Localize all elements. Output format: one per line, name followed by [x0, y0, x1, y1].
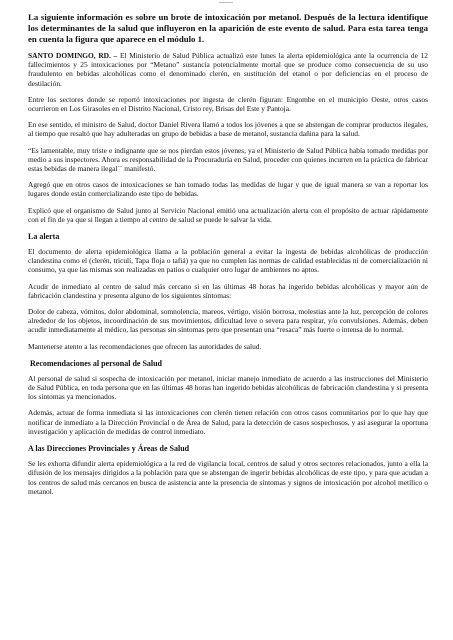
paragraph-minister-quote: “Es lamentable, muy triste e indignante que se nos pierdan estos jóvenes, ya el Ministerio de Salud Pública había tomado medidas por medio a sus inspectores. Ahora es responsabilidad de la Procuraduría en Salud, proceder con quienes incurren en la práctica de fabricar estas bebidas de manera ilegal´´ manifestó.: [28, 145, 428, 174]
paragraph-news-lead-text: El Ministerio de Salud Pública actualizó este lunes la alerta epidemiológica ante la ocurrencia de 12 fallecimientos y 25 intoxicaciones por “Metano” sustancia potencialmente mortal que se produce como consecuencia de su uso fraudulento en bebidas alcohólicas como el denominado clerén, en sustitución del etanol o por deficiencias en el proceso de destilación.: [28, 51, 428, 88]
document-body: [28, 12, 428, 503]
heading-la-alerta: La alerta: [28, 232, 60, 242]
paragraph-news-lead: [28, 51, 428, 88]
dateline: SANTO DOMINGO, RD. –: [28, 51, 118, 60]
page-top-mark: [219, 2, 233, 3]
paragraph-go-to-health-center: Acudir de inmediato al centro de salud más cercano si en las últimas 48 horas ha ingerido bebidas alcohólicas y mayor aún de fabricación clandestina y presenta alguno de los siguientes síntomas:: [28, 281, 428, 300]
paragraph-immediate-action: Además, actuar de forma inmediata si las intoxicaciones con clerén tienen relación con otros casos comunitarios por lo que hay que notificar de inmediato a la Dirección Provincial o de Área de Salud, para la detección de casos sospechosos, y así asegurar la oportuna investigación y aplicación de medidas de control inmediato.: [28, 408, 428, 436]
heading-recomendaciones: Recomendaciones al personal de Salud: [30, 358, 163, 368]
paragraph-health-staff: Al personal de salud si sospecha de intoxicación por metanol, iniciar manejo inmediato de acuerdo a las instrucciones del Ministerio de Salud Pública, en toda persona que en las últimas 48 horas han ingerido bebidas alcohólicas de fabricación clandestina y si presenta los síntomas ya mencionados.: [28, 373, 428, 402]
heading-direcciones: A las Direcciones Provinciales y Áreas de Salud: [28, 444, 190, 454]
paragraph-dissemination: Se les exhorta difundir alerta epidemiológica a la red de vigilancia local, centros de salud y otros sectores relacionados, junto a ella la difusión de los mensajes dirigidos a la población para que se abstengan de ingerir bebidas alcohólicas de este tipo, y para que acudan a los centros de salud más cercanos en busca de asistencia ante la presencia de síntomas y signos de intoxicación por alcohol metílico o metanol.: [28, 459, 428, 496]
paragraph-minister-call: En ese sentido, el ministro de Salud, doctor Daniel Rivera llamó a todos los jóvenes a que se abstengan de comprar productos ilegales, al tiempo que resaltó que hay adulteradas un grupo de bebidas a base de metanol, sustancia dañina para la salud.: [28, 120, 428, 139]
paragraph-alert-document: El documento de alerta epidemiológica llama a la población general a evitar la ingesta de bebidas alcohólicas de producción clandestina como el (clerén, triculí, Tapa floja o tafiá) ya que no cumplen las normas de calidad establecidas ni de comercialización ni consumo, ya que las mismas son realizadas en patios o cualquier otro lugar de ambientes no aptos.: [28, 247, 428, 275]
paragraph-measures: Agregó que en otros casos de intoxicaciones se han tomado todas las medidas de lugar y que de igual manera se van a reportar los lugares donde están comercializando este tipo de bebidas.: [28, 180, 428, 199]
assignment-instructions: La siguiente información es sobre un brote de intoxicación por metanol. Después de la lectura identifique los determinantes de la salud que influyeron en la aparición de este evento de salud. Para esta tarea tenga en cuenta la figura que aparece en el módulo 1.: [28, 12, 428, 44]
paragraph-symptoms: Dolor de cabeza, vómitos, dolor abdominal, somnolencia, mareos, vértigo, visión borrosa, molestias ante la luz, percepción de colores alrededor de los objetos, incoordinación de sus movimientos, dificultad leve o severa para respirar, y/o convulsiones. Además, deben acudir inmediatamente al médico, las personas sin síntomas pero que presentan una “resaca” más fuerte o intensa de lo normal.: [28, 307, 428, 335]
paragraph-alert-update: Explicó que el organismo de Salud junto al Servicio Nacional emitió una actualización alerta con el propósito de actuar rápidamente con el fin de ya que si llegan a tiempo al centro de salud se puede le salvar la vida.: [28, 205, 428, 224]
paragraph-stay-alert: Mantenerse atento a las recomendaciones que ofrecen las autoridades de salud.: [28, 341, 262, 351]
paragraph-sectors: Entre los sectores donde se reportó intoxicaciones por ingesta de clerén figuran: Engombe en el municipio Oeste, otros casos ocurrieron en Los Girasoles en el Distrito Nacional, Cristo rey, Brisas del Este y Pantoja.: [28, 94, 428, 114]
